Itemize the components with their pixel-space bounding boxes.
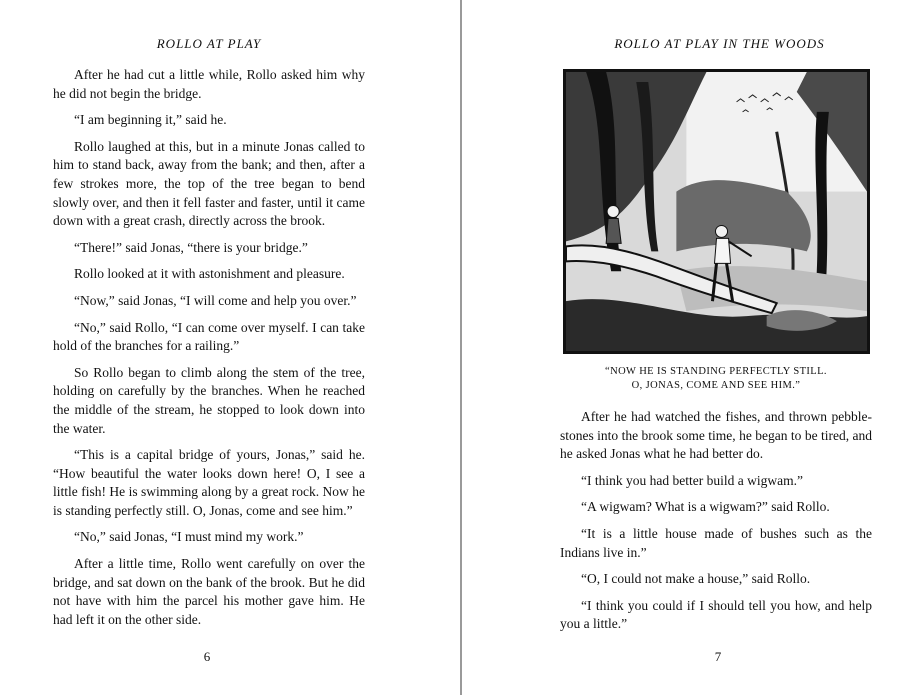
running-head-left: ROLLO AT PLAY <box>156 36 262 51</box>
running-head-right: ROLLO AT PLAY IN THE WOODS <box>614 36 825 51</box>
paragraph: “There!” said Jonas, “there is your bridge.” <box>74 239 308 255</box>
paragraph: “O, I could not make a house,” said Rollo. <box>581 571 811 587</box>
right-page <box>462 0 922 695</box>
woodcut-illustration <box>563 69 870 354</box>
paragraph: “A wigwam? What is a wigwam?” said Rollo. <box>581 499 830 515</box>
page-number-left: 6 <box>203 649 211 664</box>
forest-scene-image <box>566 72 867 351</box>
paragraph: After a little time, Rollo went carefully on over the bridge, and sat down on the bank of the brook. But he did not have with him the parcel his mother gave him. He had left it on the other side. <box>53 556 365 627</box>
left-page <box>0 0 460 695</box>
page-number-right: 7 <box>714 649 722 664</box>
paragraph: “I think you could if I should tell you how, and help you a little.” <box>560 597 872 632</box>
paragraph: Rollo looked at it with astonishment and pleasure. <box>74 266 345 282</box>
left-page-text <box>53 66 365 637</box>
caption-line: “NOW HE IS STANDING PERFECTLY STILL. <box>605 366 827 377</box>
paragraph: So Rollo began to climb along the stem of the tree, holding on carefully by the branches. When he reached the middle of the stream, he stopped to look down into the water. <box>53 364 365 436</box>
paragraph: “It is a little house made of bushes such as the Indians live in.” <box>560 525 872 560</box>
paragraph: “No,” said Rollo, “I can come over myself. I can take hold of the branches for a railing.” <box>53 319 365 354</box>
right-page-text <box>560 408 872 642</box>
paragraph: “Now,” said Jonas, “I will come and help you over.” <box>74 292 357 308</box>
caption-line: O, JONAS, COME AND SEE HIM.” <box>631 380 801 391</box>
paragraph: “I am beginning it,” said he. <box>74 112 227 128</box>
paragraph: “This is a capital bridge of yours, Jonas,” said he. “How beautiful the water looks down here! O, I see a little fish! He is swimming along by a great rock. Now he is standing perfectly still. O, Jonas, come and see him.” <box>53 447 365 518</box>
paragraph: Rollo laughed at this, but in a minute Jonas called to him to stand back, away from the bank; and then, after a few strokes more, the top of the tree began to bend slowly over, and then it fell faster and faster, until it came down with a great crash, directly across the brook. <box>53 138 365 229</box>
illustration-caption <box>560 365 872 393</box>
paragraph: After he had watched the fishes, and thrown pebble-stones into the brook some time, he began to be tired, and he asked Jonas what he had better do. <box>560 409 872 462</box>
paragraph: “No,” said Jonas, “I must mind my work.” <box>74 529 304 545</box>
paragraph: “I think you had better build a wigwam.” <box>581 472 803 488</box>
paragraph: After he had cut a little while, Rollo asked him why he did not begin the bridge. <box>53 67 365 101</box>
